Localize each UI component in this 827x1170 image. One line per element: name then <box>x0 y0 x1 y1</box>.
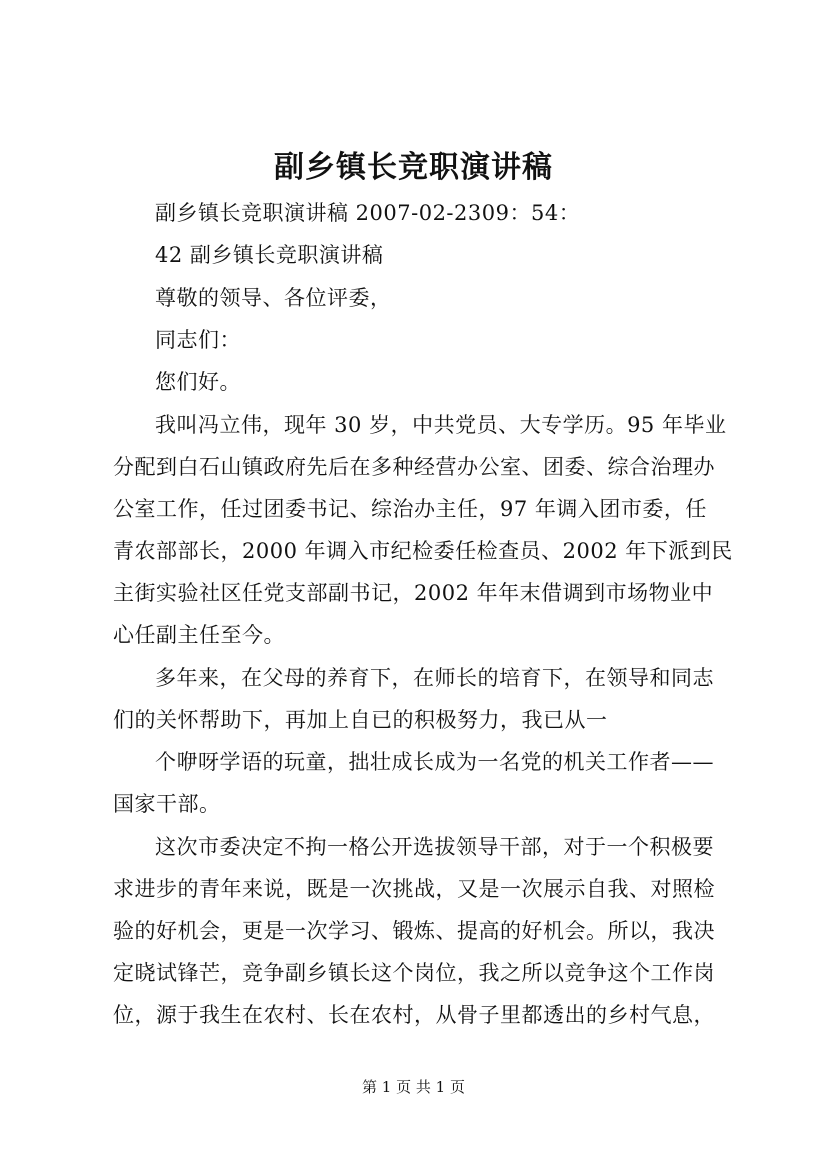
text-line: 验的好机会，更是一次学习、锻炼、提高的好机会。所以，我决 <box>113 919 715 943</box>
text-line: 国家干部。 <box>113 792 221 816</box>
text-line: 们的关怀帮助下，再加上自已的积极努力，我已从一 <box>113 708 608 732</box>
text-line: 分配到白石山镇政府先后在多种经营办公室、团委、综合治理办 <box>113 455 715 479</box>
text-line: 这次市委决定不拘一格公开选拔领导干部，对于一个积极要 <box>155 835 714 859</box>
text-line: 求进步的青年来说，既是一次挑战，又是一次展示自我、对照检 <box>113 877 715 901</box>
text-line: 尊敬的领导、各位评委， <box>155 286 392 310</box>
text-line: 青农部部长，2000 年调入市纪检委任检查员、2002 年下派到民 <box>113 539 733 563</box>
text-line: 42 副乡镇长竞职演讲稿 <box>155 243 384 267</box>
text-line: 定晓试锋芒，竞争副乡镇长这个岗位，我之所以竞争这个工作岗 <box>113 961 715 985</box>
document-title: 副乡镇长竞职演讲稿 <box>274 150 553 185</box>
text-line: 我叫冯立伟，现年 30 岁，中共党员、大专学历。95 年毕业 <box>155 413 727 437</box>
text-line: 副乡镇长竞职演讲稿 2007-02-2309：54： <box>155 201 581 225</box>
text-line: 公室工作，任过团委书记、综治办主任，97 年调入团市委，任 <box>113 497 707 521</box>
text-line: 您们好。 <box>155 370 241 394</box>
text-line: 同志们： <box>155 328 241 352</box>
text-line: 位，源于我生在农村、长在农村，从骨子里都透出的乡村气息， <box>113 1003 715 1027</box>
text-line: 个咿呀学语的玩童，拙壮成长成为一名党的机关工作者—— <box>155 750 714 774</box>
text-line: 心任副主任至今。 <box>113 623 285 647</box>
page-number-footer: 第 1 页 共 1 页 <box>362 1078 465 1096</box>
text-line: 主街实验社区任党支部副书记，2002 年年末借调到市场物业中 <box>113 581 714 605</box>
text-line: 多年来，在父母的养育下，在师长的培育下，在领导和同志 <box>155 666 714 690</box>
